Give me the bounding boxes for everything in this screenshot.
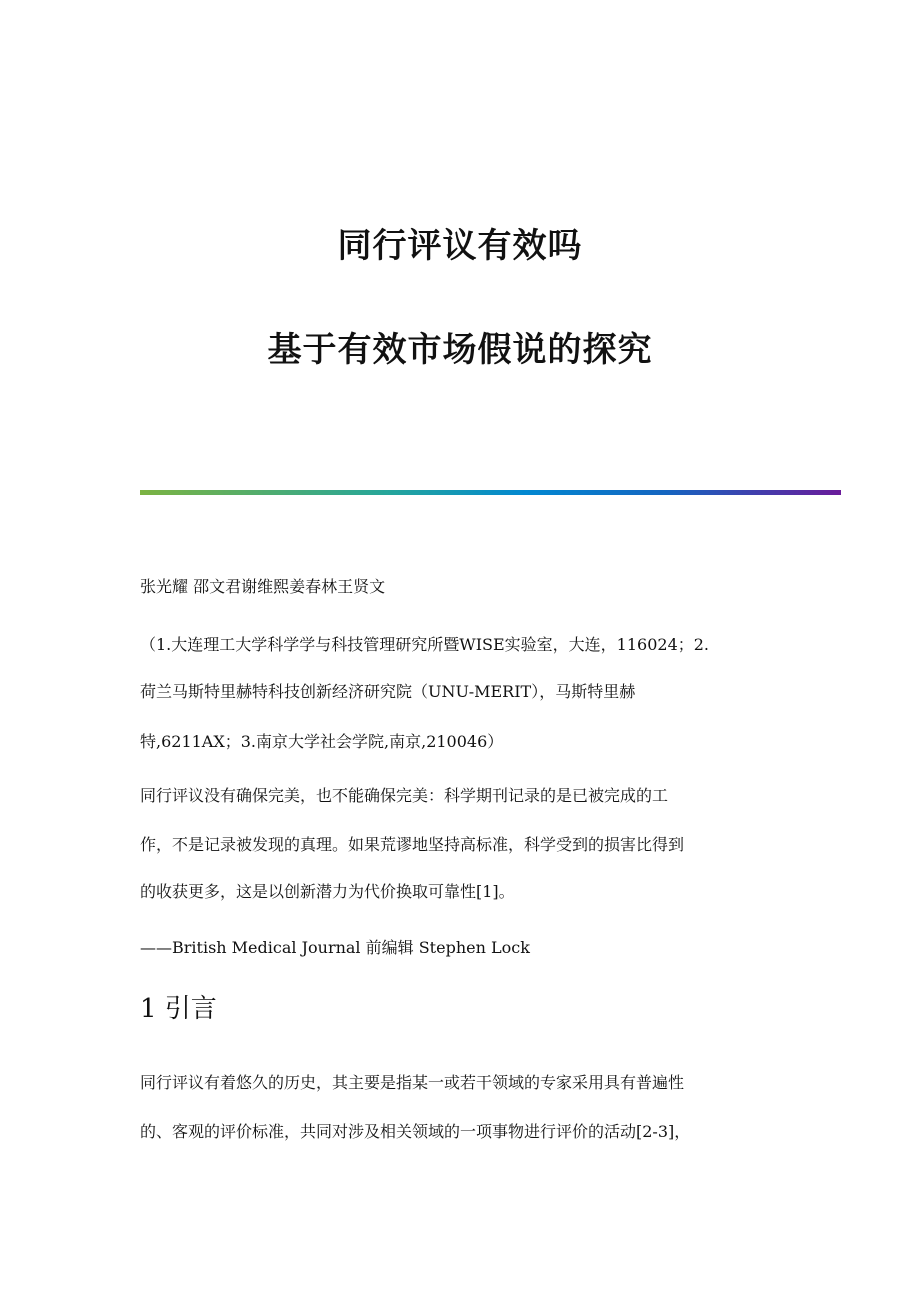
section-heading: 1 引言 xyxy=(140,994,217,1024)
title-line-2: 基于有效市场假说的探究 xyxy=(267,330,653,370)
affiliation-line: 特,6211AX；3.南京大学社会学院,南京,210046） xyxy=(140,732,504,751)
epigraph-source: ——British Medical Journal 前编辑 Stephen Lock xyxy=(140,938,530,957)
affiliation-line: 荷兰马斯特里赫特科技创新经济研究院（UNU-MERIT），马斯特里赫 xyxy=(140,682,636,701)
epigraph-line: 同行评议没有确保完美，也不能确保完美：科学期刊记录的是已被完成的工 xyxy=(140,786,669,805)
body-line: 的、客观的评价标准，共同对涉及相关领域的一项事物进行评价的活动[2-3]， xyxy=(140,1122,691,1141)
body-line: 同行评议有着悠久的历史，其主要是指某一或若干领域的专家采用具有普遍性 xyxy=(140,1073,685,1092)
epigraph-line: 作，不是记录被发现的真理。如果荒谬地坚持高标准，科学受到的损害比得到 xyxy=(140,835,685,854)
affiliation-line: （1.大连理工大学科学学与科技管理研究所暨WISE实验室，大连，116024；2. xyxy=(140,635,710,654)
authors: 张光耀 邵文君谢维熙姜春林王贤文 xyxy=(140,577,386,596)
title-line-1: 同行评议有效吗 xyxy=(337,226,583,266)
gradient-divider xyxy=(140,490,841,495)
epigraph-line: 的收获更多，这是以创新潜力为代价换取可靠性[1]。 xyxy=(140,882,515,901)
